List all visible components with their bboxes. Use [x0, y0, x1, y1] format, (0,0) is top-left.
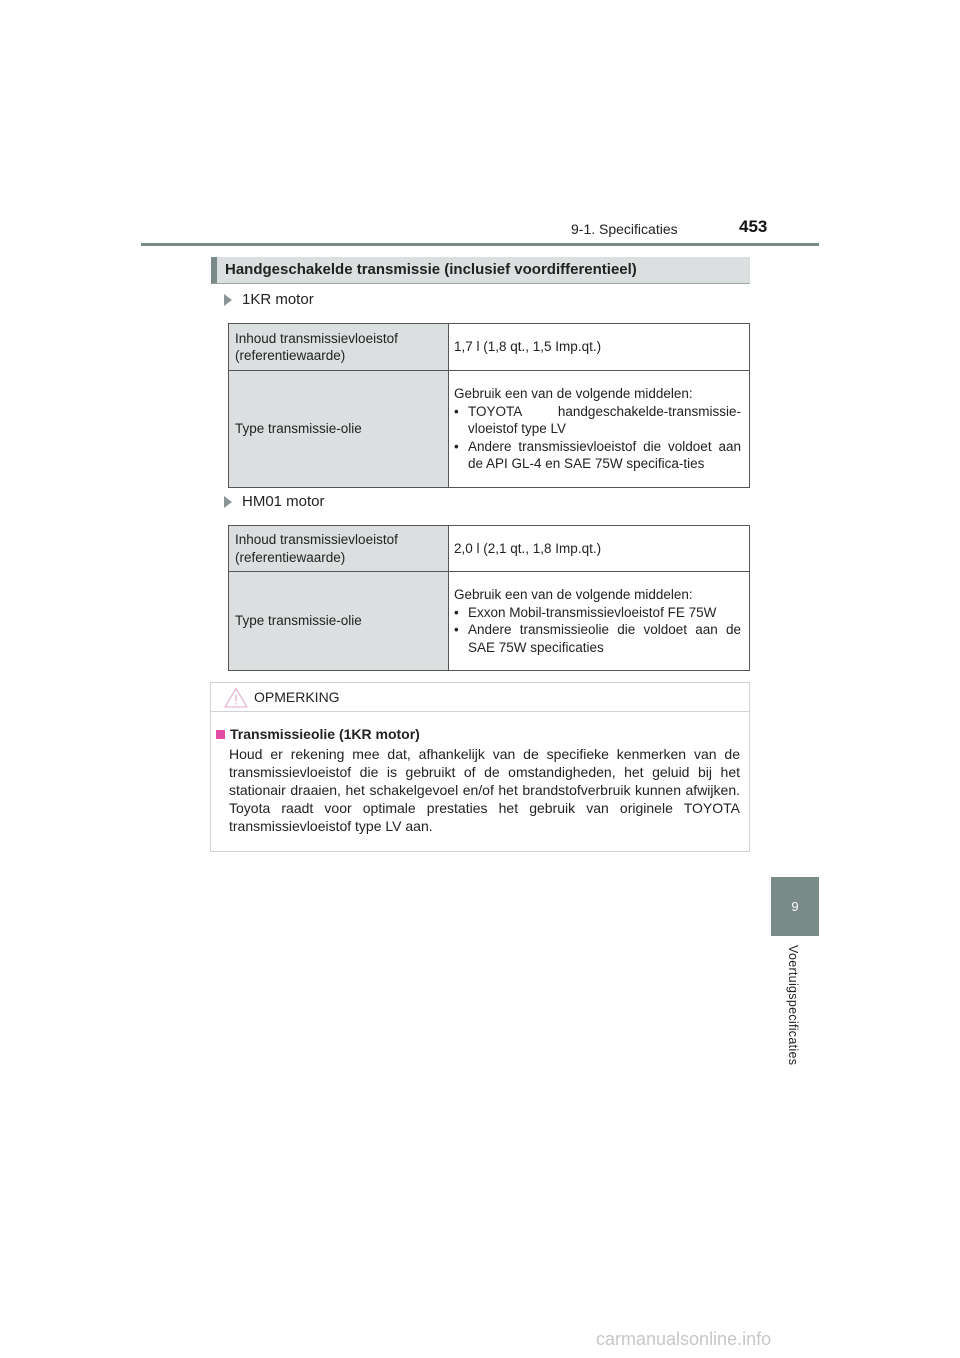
type-value	[449, 371, 750, 488]
subheading-hm01-label: HM01 motor	[242, 493, 325, 510]
spec-table-1kr	[228, 323, 750, 488]
chapter-label: Voertuigspecificaties	[786, 945, 800, 1066]
table-row	[229, 526, 750, 572]
table-row	[229, 572, 750, 671]
capacity-value: 1,7 l (1,8 qt., 1,5 Imp.qt.)	[449, 324, 750, 371]
table-row	[229, 324, 750, 371]
notice-title: OPMERKING	[254, 689, 340, 705]
chapter-tab: 9	[771, 877, 819, 936]
table-row	[229, 371, 750, 488]
section-heading: Handgeschakelde transmissie (inclusief voordifferentieel)	[211, 257, 750, 284]
header-section-title: 9-1. Specificaties	[571, 221, 678, 237]
type-intro: Gebruik een van de volgende middelen:	[454, 386, 693, 402]
subheading-1kr	[224, 291, 314, 308]
watermark: carmanualsonline.info	[596, 1329, 772, 1349]
subheading-hm01	[224, 493, 325, 510]
notice-body: Houd er rekening mee dat, afhankelijk van de specifieke kenmerken van de transmissievloeistof die is gebruikt of de omstandigheden, het geluid bij het stationair draaien, het schakelgevoel en/of het brandstofverbruik kunnen afwijken. Toyota raadt voor optimale prestaties het gebruik van originele TOYOTA transmissievloeistof type LV aan.	[229, 746, 740, 834]
option-text: Andere transmissievloeistof die voldoet aan de API GL-4 en SAE 75W specifica-ties	[468, 438, 741, 472]
capacity-label: Inhoud transmissievloeistof (referentiewaarde)	[229, 526, 449, 572]
triangle-right-icon	[224, 496, 232, 508]
capacity-value: 2,0 l (2,1 qt., 1,8 Imp.qt.)	[449, 526, 750, 572]
list-item: • Andere transmissievloeistof die voldoet aan de API GL-4 en SAE 75W specifica-ties	[454, 438, 741, 472]
notice-box	[210, 682, 750, 852]
notice-header	[211, 683, 749, 712]
list-item: • Andere transmissieolie die voldoet aan de SAE 75W specificaties	[454, 622, 741, 655]
type-value	[449, 572, 750, 671]
list-item: • TOYOTA handgeschakelde-transmissie-vloeistof type LV	[454, 403, 741, 437]
page-number: 453	[739, 217, 768, 236]
option-text: TOYOTA handgeschakelde-transmissie-vloeistof type LV	[468, 403, 741, 437]
list-item: • Exxon Mobil-transmissievloeistof FE 75W	[454, 604, 741, 622]
subheading-1kr-label: 1KR motor	[242, 291, 314, 308]
type-label: Type transmissie-olie	[229, 371, 449, 488]
header-rule	[141, 243, 819, 246]
type-label: Type transmissie-olie	[229, 572, 449, 671]
square-bullet-icon	[216, 730, 225, 739]
spec-table-hm01	[228, 525, 750, 671]
option-text: Andere transmissieolie die voldoet aan de SAE 75W specificaties	[468, 622, 741, 655]
warning-triangle-icon	[224, 687, 248, 708]
triangle-right-icon	[224, 294, 232, 306]
notice-item-heading	[216, 726, 420, 742]
capacity-label: Inhoud transmissievloeistof (referentiewaarde)	[229, 324, 449, 371]
notice-item-title: Transmissieolie (1KR motor)	[230, 726, 420, 742]
option-text: Exxon Mobil-transmissievloeistof FE 75W	[468, 604, 717, 620]
type-intro: Gebruik een van de volgende middelen:	[454, 587, 693, 602]
